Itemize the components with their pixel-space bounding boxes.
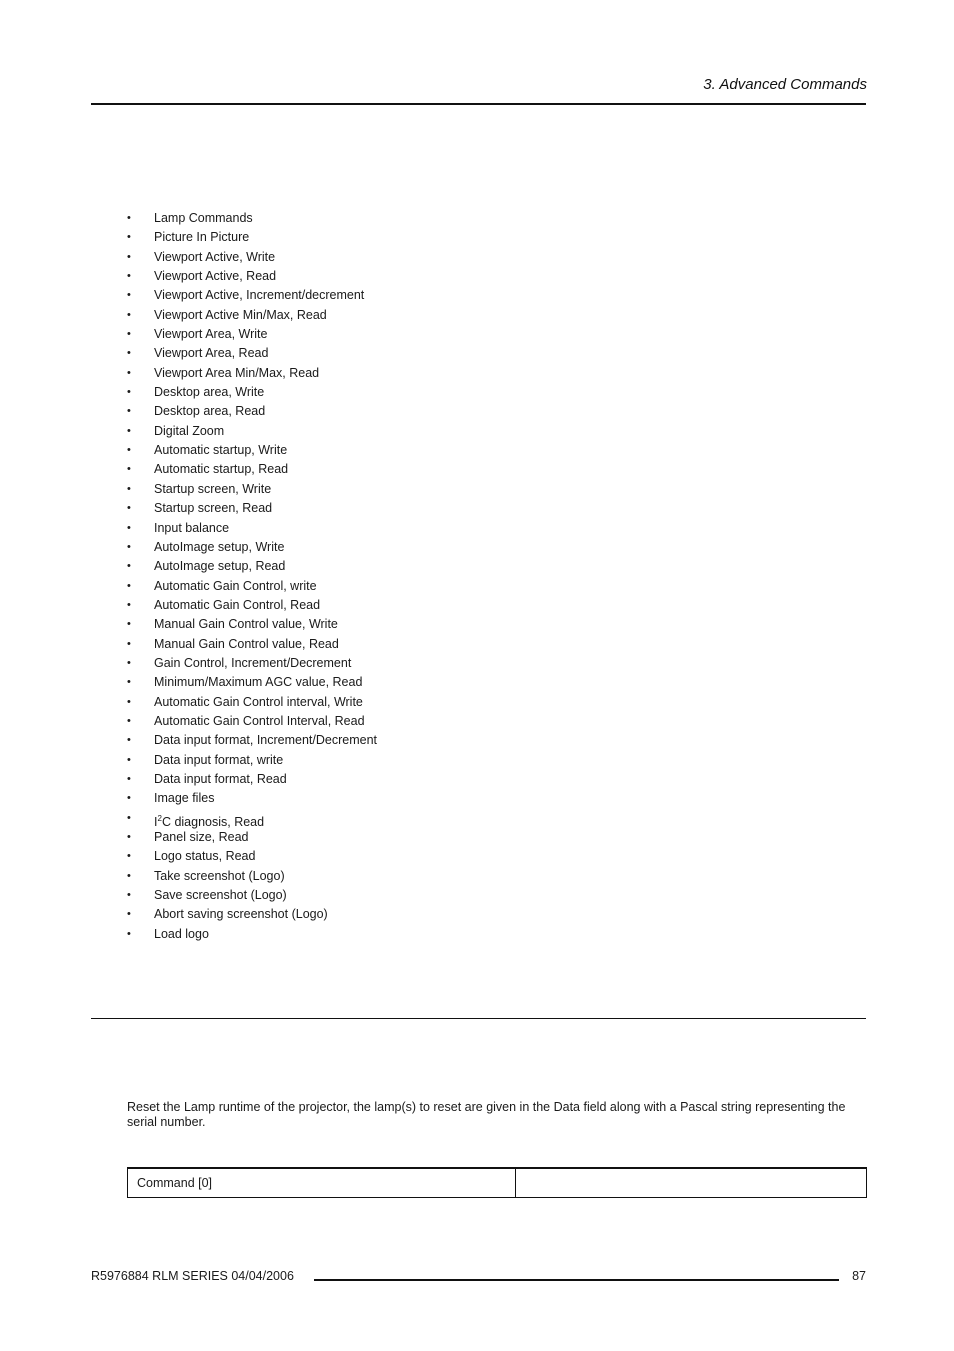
command-table [127,1167,867,1198]
list-item [127,693,377,712]
list-item-label: Desktop area, Read [154,404,266,419]
list-item [127,228,377,247]
footer-doc-info: R5976884 RLM SERIES 04/04/2006 [91,1269,294,1283]
list-item-label: Startup screen, Write [154,481,272,496]
bullet-icon: • [127,734,131,747]
bullet-icon: • [127,231,131,244]
list-item [127,886,377,905]
list-item [127,267,377,286]
list-item [127,828,377,847]
bullet-icon: • [127,579,131,592]
bullet-icon: • [127,637,131,650]
list-item-label: Data input format, Read [154,771,287,786]
list-item [127,596,377,615]
list-item [127,383,377,402]
list-item-label: Automatic Gain Control Interval, Read [154,713,365,728]
bullet-icon: • [127,908,131,921]
table-row [128,1168,867,1198]
list-item [127,441,377,460]
list-item-label: Manual Gain Control value, Write [154,617,338,632]
list-item [127,731,377,750]
table-cell-command: Command [0] [128,1168,516,1198]
bullet-icon: • [127,714,131,727]
list-item-label: Gain Control, Increment/Decrement [154,655,352,670]
bullet-icon: • [127,598,131,611]
list-item-label: $I^2C$ diagnosis, Read [154,813,265,829]
list-item-label: Lamp Commands [154,211,253,225]
list-item-label: AutoImage setup, Read [154,559,286,574]
list-item-label: Viewport Active, Increment/decrement [154,288,365,303]
header-rule [91,103,866,105]
list-item-label: Automatic Gain Control interval, Write [154,694,363,709]
bullet-icon: • [127,850,131,863]
command-list [127,209,377,944]
list-item [127,557,377,576]
list-item [127,905,377,924]
bullet-icon: • [127,676,131,689]
list-item-label: Automatic startup, Write [154,443,288,458]
list-item-label: Input balance [154,520,230,535]
bullet-icon: • [127,927,131,940]
list-item-label: Data input format, Increment/Decrement [154,733,378,748]
bullet-icon: • [127,405,131,418]
list-item [127,673,377,692]
list-item [127,499,377,518]
table-cell-value [516,1168,867,1198]
list-item [127,519,377,538]
bullet-icon: • [127,308,131,321]
list-item [127,209,377,228]
bullet-icon: • [127,444,131,457]
list-item-label: Load logo [154,926,209,941]
bullet-icon: • [127,328,131,341]
bullet-icon: • [127,656,131,669]
list-item [127,654,377,673]
list-item [127,286,377,305]
list-item-label: Take screenshot (Logo) [154,868,285,883]
list-item [127,809,377,828]
list-item [127,615,377,634]
bullet-icon: • [127,347,131,360]
bullet-icon: • [127,482,131,495]
section-description: Reset the Lamp runtime of the projector, the lamp(s) to reset are given in the Data field along with a Pascal string representing the serial number. [127,1100,846,1129]
footer-rule [314,1279,839,1281]
bullet-icon: • [127,270,131,283]
list-item-label: Save screenshot (Logo) [154,888,287,903]
list-item [127,248,377,267]
bullet-icon: • [127,889,131,902]
bullet-icon: • [127,560,131,573]
list-item-label: Automatic Gain Control, Read [154,597,321,612]
list-item [127,635,377,654]
bullet-icon: • [127,792,131,805]
page-number: 87 [852,1269,866,1283]
list-item-label: Data input format, write [154,752,284,767]
list-item-label: Startup screen, Read [154,501,273,516]
list-item-label: AutoImage setup, Write [154,539,285,554]
list-item [127,344,377,363]
bullet-icon: • [127,831,131,843]
list-item-label: Viewport Area Min/Max, Read [154,365,320,380]
list-item [127,751,377,770]
list-item [127,847,377,866]
bullet-icon: • [127,424,131,437]
list-item-label: Digital Zoom [154,423,225,438]
list-item [127,789,377,808]
list-item-label: Desktop area, Write [154,385,265,400]
list-item-label: Viewport Area, Read [154,346,269,361]
bullet-icon: • [127,386,131,399]
list-item [127,306,377,325]
list-item-label: Abort saving screenshot (Logo) [154,907,328,922]
list-item [127,402,377,421]
superscript: 2 [157,813,162,823]
list-item-label: Viewport Area, Write [154,327,268,342]
list-item-label: Logo status, Read [154,849,256,864]
bullet-icon: • [127,772,131,785]
list-item-label: Viewport Active Min/Max, Read [154,307,327,322]
bullet-icon: • [127,289,131,302]
list-item-label: Manual Gain Control value, Read [154,636,339,651]
bullet-icon: • [127,540,131,553]
list-item-label: Viewport Active, Read [154,269,277,284]
list-item-label: Panel size, Read [154,830,249,844]
bullet-icon: • [127,521,131,534]
list-item [127,770,377,789]
bullet-icon: • [127,250,131,263]
list-item [127,577,377,596]
bullet-icon: • [127,695,131,708]
bullet-icon: • [127,811,131,824]
list-item [127,925,377,944]
list-item [127,480,377,499]
list-item-label: Automatic Gain Control, write [154,578,317,593]
section-divider [91,1018,866,1019]
list-item [127,712,377,731]
list-item [127,460,377,479]
bullet-icon: • [127,869,131,882]
bullet-icon: • [127,463,131,476]
list-item [127,364,377,383]
bullet-icon: • [127,212,131,224]
list-item [127,325,377,344]
list-item-label: Automatic startup, Read [154,462,289,477]
bullet-icon: • [127,366,131,379]
bullet-icon: • [127,753,131,766]
list-item-label: Picture In Picture [154,230,250,245]
list-item [127,867,377,886]
bullet-icon: • [127,618,131,631]
list-item [127,422,377,441]
list-item-label: Minimum/Maximum AGC value, Read [154,675,363,690]
list-item [127,538,377,557]
list-item-label: Viewport Active, Write [154,249,276,264]
bullet-icon: • [127,502,131,515]
list-item-label: Image files [154,791,215,806]
chapter-title: 3. Advanced Commands [703,76,867,93]
